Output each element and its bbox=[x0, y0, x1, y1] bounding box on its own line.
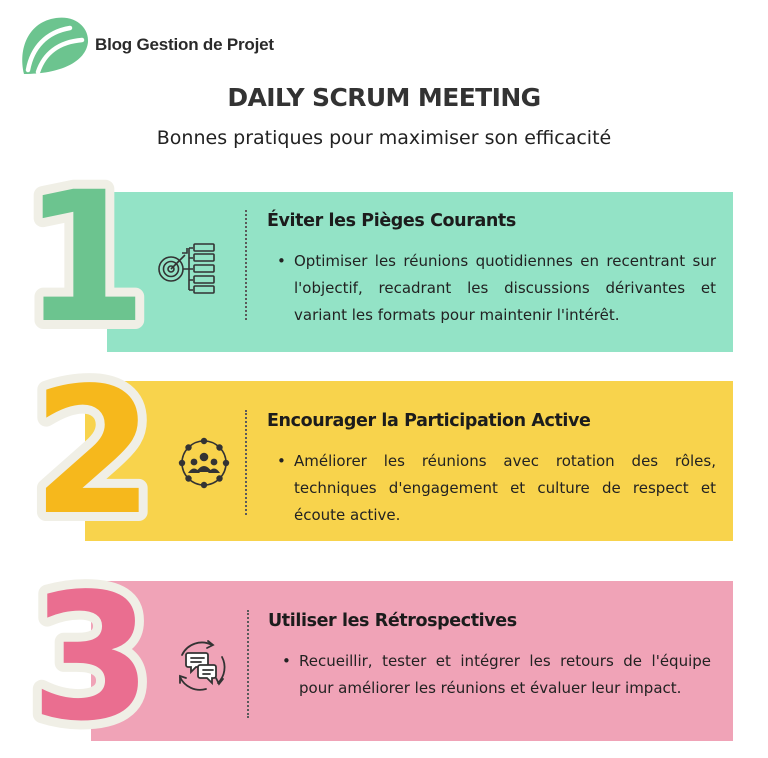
page-title: DAILY SCRUM MEETING bbox=[227, 83, 541, 112]
section-number-3 bbox=[6, 563, 176, 758]
section-number-text: 3 bbox=[30, 563, 152, 758]
bullet-dot: • bbox=[277, 252, 286, 270]
feedback-cycle-icon bbox=[168, 633, 234, 699]
section-bullet-text-2: Améliorer les réunions avec rotation des rôles, techniques d'engagement et culture de respect et écoute active. bbox=[294, 452, 716, 524]
team-network-icon bbox=[171, 430, 237, 496]
section-number-2 bbox=[8, 362, 178, 552]
section-bullet-text-3: Recueillir, tester et intégrer les retours de l'équipe pour améliorer les réunions et évaluer leur impact. bbox=[299, 652, 711, 697]
section-divider-2 bbox=[245, 410, 247, 515]
section-bullet-text-1: Optimiser les réunions quotidiennes en recentrant sur l'objectif, recadrant les discussions dérivantes et variant les formats pour maintenir l'intérêt. bbox=[294, 252, 716, 324]
section-number-text: 1 bbox=[22, 170, 148, 360]
bullet-dot: • bbox=[277, 452, 286, 470]
target-list-icon bbox=[155, 236, 221, 302]
section-divider-1 bbox=[245, 210, 247, 320]
bullet-dot: • bbox=[282, 652, 291, 670]
brand-name: Blog Gestion de Projet bbox=[95, 35, 274, 54]
page-subtitle: Bonnes pratiques pour maximiser son efficacité bbox=[156, 127, 612, 149]
section-bullet-2 bbox=[277, 448, 716, 529]
section-heading-3: Utiliser les Rétrospectives bbox=[268, 611, 517, 631]
section-heading-1: Éviter les Pièges Courants bbox=[267, 211, 516, 231]
section-heading-2: Encourager la Participation Active bbox=[267, 411, 591, 431]
section-number-1 bbox=[10, 170, 160, 360]
section-bullet-3 bbox=[282, 648, 711, 702]
section-number-text: 2 bbox=[32, 362, 154, 552]
section-divider-3 bbox=[247, 610, 249, 718]
logo-icon bbox=[18, 14, 90, 78]
section-bullet-1 bbox=[277, 248, 716, 329]
